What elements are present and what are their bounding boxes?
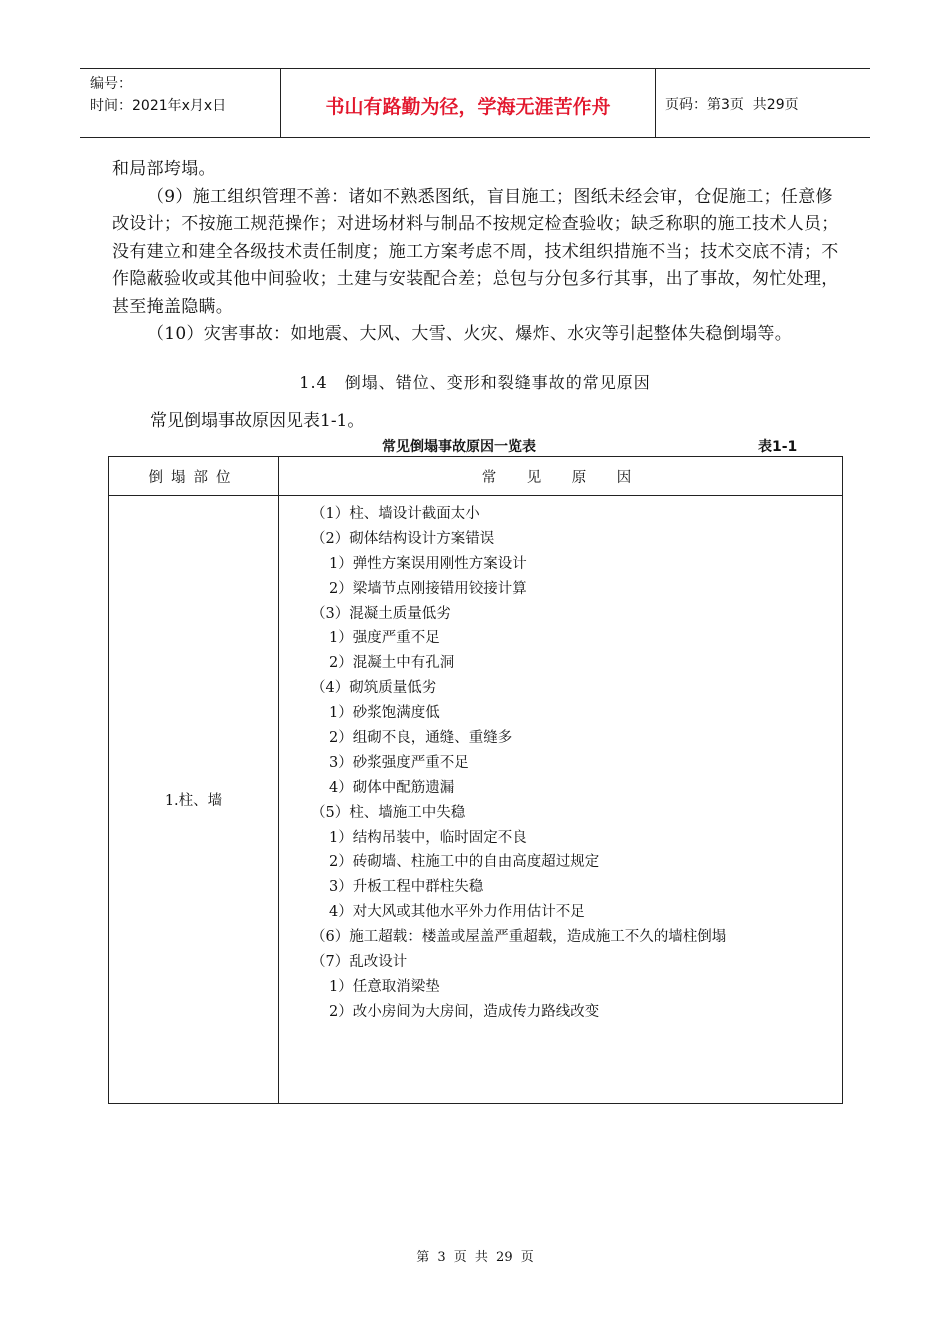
cause-item: 2）砖砌墙、柱施工中的自由高度超过规定 — [329, 854, 600, 871]
table-reference: 常见倒塌事故原因见表1-1。 — [150, 411, 365, 431]
date-label: 时间：2021年x月x日 — [90, 98, 227, 114]
paragraph: （9）施工组织管理不善：诸如不熟悉图纸，盲目施工；图纸未经会审，仓促施工；任意修改设计；不按施工规范操作；对进场材料与制品不按规定检查验收；缺乏称职的施工技术人员；没有建立和建全各级技术责任制度；施工方案考虑不周，技术组织措施不当；技术交底不清；不作隐蔽验收或其他中间验收；土建与安装配合差；总包与分包多行其事，出了事故，匆忙处理，甚至掩盖隐瞒。 — [112, 186, 839, 317]
cause-item: 2）组砌不良，通缝、重缝多 — [329, 730, 513, 747]
cause-item: 2）改小房间为大房间，造成传力路线改变 — [329, 1003, 600, 1020]
section-title: 1.4 倒塌、错位、变形和裂缝事故的常见原因 — [299, 373, 651, 392]
header-motto: 书山有路勤为径，学海无涯苦作舟 — [281, 69, 656, 137]
location-cell: 1.柱、墙 — [109, 496, 279, 1104]
cause-item: 1）结构吊装中，临时固定不良 — [329, 829, 527, 846]
cause-item: （6）施工超载：楼盖或屋盖严重超载，造成施工不久的墙柱倒塌 — [311, 929, 727, 946]
cause-item: 1）任意取消梁垫 — [329, 978, 440, 995]
header-causes: 常 见 原 因 — [279, 457, 843, 496]
cause-item: （2）砌体结构设计方案错误 — [311, 530, 495, 547]
cause-item: （1）柱、墙设计截面太小 — [311, 506, 480, 522]
cause-item: 3）升板工程中群柱失稳 — [329, 879, 484, 896]
causes-cell — [279, 496, 843, 1104]
table-caption: 常见倒塌事故原因一览表 — [382, 439, 536, 455]
cause-item: 2）梁墙节点刚接错用铰接计算 — [329, 580, 527, 597]
cause-item: 3）砂浆强度严重不足 — [329, 754, 469, 771]
paragraph: 和局部垮塌。 — [112, 159, 216, 179]
cause-item: 1）弹性方案误用刚性方案设计 — [329, 555, 527, 572]
paragraph: （10）灾害事故：如地震、大风、大雪、火灾、爆炸、水灾等引起整体失稳倒塌等。 — [147, 324, 793, 344]
cause-item: 1）砂浆饱满度低 — [329, 705, 440, 722]
header-location: 倒塌部位 — [109, 457, 279, 496]
table-number: 表1-1 — [758, 439, 798, 455]
table-row — [109, 496, 843, 1104]
cause-item: （3）混凝土质量低劣 — [311, 605, 451, 622]
page-label: 页码：第3页 共29页 — [665, 97, 799, 113]
cause-item: 4）对大风或其他水平外力作用估计不足 — [329, 904, 585, 921]
page-header — [80, 68, 870, 138]
causes-table — [108, 456, 843, 1104]
header-page-info — [656, 69, 870, 137]
cause-list — [311, 502, 842, 1025]
table-header-row — [109, 457, 843, 496]
cause-item: 1）强度严重不足 — [329, 630, 440, 647]
body-text — [112, 156, 844, 349]
cause-item: （5）柱、墙施工中失稳 — [311, 804, 466, 821]
number-label: 编号： — [90, 76, 132, 92]
cause-item: （4）砌筑质量低劣 — [311, 680, 437, 697]
header-meta — [80, 69, 281, 137]
page-footer: 第 3 页 共 29 页 — [416, 1250, 534, 1265]
cause-item: 4）砌体中配筋遗漏 — [329, 779, 455, 796]
cause-item: （7）乱改设计 — [311, 954, 408, 971]
cause-item: 2）混凝土中有孔洞 — [329, 655, 455, 672]
